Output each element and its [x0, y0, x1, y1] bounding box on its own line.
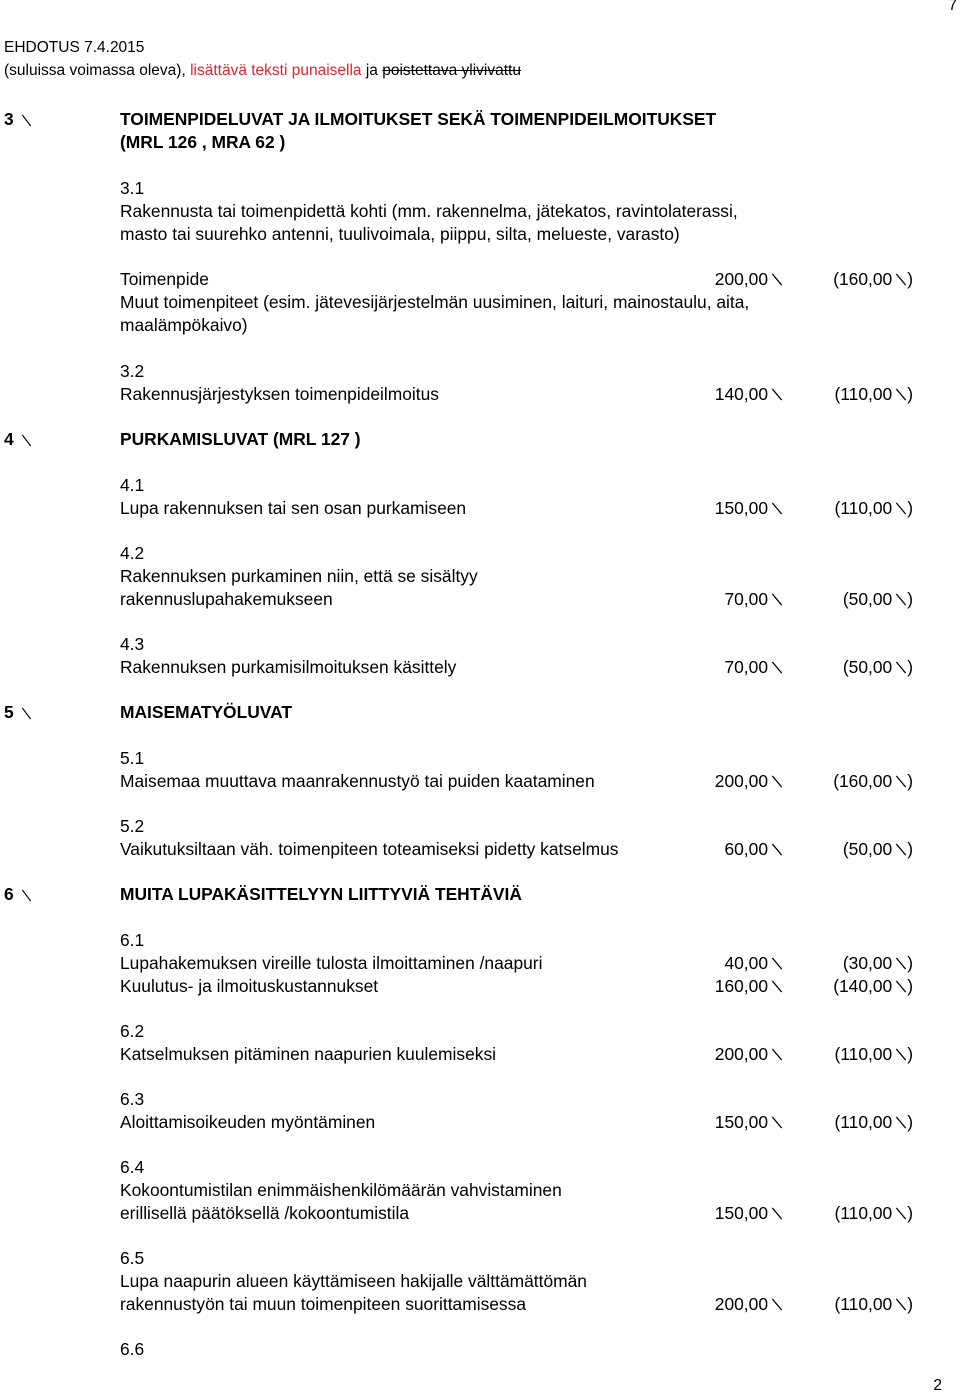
- euro-icon: [895, 1048, 907, 1061]
- fee-label: Kuulutus- ja ilmoituskustannukset: [120, 976, 379, 996]
- fee-current: (110,00 ): [834, 1203, 913, 1223]
- euro-icon: [771, 502, 783, 515]
- fee-amount: 150,00: [715, 497, 783, 519]
- euro-icon: [771, 273, 783, 286]
- fee-row: [120, 588, 913, 610]
- section-number: 3: [4, 109, 14, 129]
- euro-icon: [895, 957, 907, 970]
- section-number: 4: [4, 429, 14, 449]
- euro-icon: [895, 843, 907, 856]
- fee-label: Lupahakemuksen vireille tulosta ilmoittaminen /naapuri: [120, 953, 543, 973]
- fee-label: Aloittamisoikeuden myöntäminen: [120, 1112, 376, 1132]
- fee-current: (50,00 ): [842, 839, 913, 859]
- fee-current: (110,00 ): [834, 498, 913, 518]
- fee-row: [120, 497, 913, 519]
- item-number: 3.1: [120, 178, 145, 198]
- fee-amount: 40,00: [724, 952, 783, 974]
- fee-current: (140,00 ): [833, 976, 913, 996]
- fee-amount: 200,00: [715, 268, 783, 290]
- fee-amount: 150,00: [715, 1111, 783, 1133]
- section-sign-icon: [21, 114, 32, 127]
- item-description: Lupa naapurin alueen käyttämiseen hakijalle välttämättömän: [120, 1271, 587, 1291]
- fee-amount: 70,00: [724, 656, 783, 678]
- euro-icon: [771, 980, 783, 993]
- item-number: 6.2: [120, 1021, 145, 1041]
- euro-icon: [771, 388, 783, 401]
- legend-added: lisättävä teksti punaisella: [190, 62, 362, 79]
- fee-label: Rakennuksen purkamisilmoituksen käsittely: [120, 657, 457, 677]
- section-title: PURKAMISLUVAT (MRL 127 ): [120, 429, 361, 449]
- page-number-bottom: 2: [933, 1377, 942, 1394]
- euro-icon: [895, 1116, 907, 1129]
- fee-row: [120, 1043, 913, 1065]
- euro-icon: [895, 661, 907, 674]
- euro-icon: [771, 957, 783, 970]
- fee-current: (110,00 ): [834, 384, 913, 404]
- draft-label: EHDOTUS 7.4.2015: [4, 39, 145, 56]
- euro-icon: [895, 775, 907, 788]
- euro-icon: [895, 593, 907, 606]
- fee-label: Lupa rakennuksen tai sen osan purkamiseen: [120, 498, 467, 518]
- item-number: 4.1: [120, 475, 145, 495]
- item-number: 6.3: [120, 1089, 145, 1109]
- item-number: 4.2: [120, 543, 145, 563]
- fee-row: [120, 952, 913, 974]
- fee-amount: 60,00: [724, 838, 783, 860]
- euro-icon: [771, 1048, 783, 1061]
- fee-amount: 150,00: [715, 1202, 783, 1224]
- fee-row: [120, 1202, 913, 1224]
- euro-icon: [771, 593, 783, 606]
- fee-row: [120, 656, 913, 678]
- euro-icon: [895, 502, 907, 515]
- euro-icon: [771, 1298, 783, 1311]
- fee-current: (160,00 ): [833, 771, 913, 791]
- section-sign-icon: [21, 889, 32, 902]
- legend-current: (suluissa voimassa oleva),: [4, 62, 191, 79]
- legend-removed: poistettava ylivivattu: [382, 62, 521, 79]
- euro-icon: [895, 273, 907, 286]
- item-number: 6.4: [120, 1157, 145, 1177]
- section-sign-icon: [21, 707, 32, 720]
- section-3-legal-ref: [120, 131, 285, 153]
- fee-current: (110,00 ): [834, 1294, 913, 1314]
- fee-current: (160,00 ): [833, 269, 913, 289]
- section-title: TOIMENPIDELUVAT JA ILMOITUKSET SEKÄ TOIMENPIDEILMOITUKSET: [120, 109, 717, 129]
- fee-row: [120, 838, 913, 860]
- item-description: Kokoontumistilan enimmäishenkilömäärän vahvistaminen: [120, 1180, 562, 1200]
- fee-current: (50,00 ): [842, 589, 913, 609]
- euro-icon: [771, 775, 783, 788]
- item-number: 3.2: [120, 361, 145, 381]
- item-description: masto tai suurehko antenni, tuulivoimala, piippu, silta, melueste, varasto): [120, 224, 680, 244]
- item-number: 5.2: [120, 816, 145, 836]
- fee-amount: 160,00: [715, 975, 783, 997]
- fee-row: [120, 268, 913, 290]
- euro-icon: [771, 1116, 783, 1129]
- item-description: Rakennuksen purkaminen niin, että se sisältyy: [120, 566, 478, 586]
- section-number: 5: [4, 702, 14, 722]
- fee-amount: 200,00: [715, 1043, 783, 1065]
- section-sign-icon: [21, 434, 32, 447]
- legend-line: [4, 61, 521, 81]
- fee-amount: 200,00: [715, 770, 783, 792]
- item-number: 6.1: [120, 930, 145, 950]
- fee-label: Rakennusjärjestyksen toimenpideilmoitus: [120, 384, 439, 404]
- section-title: MUITA LUPAKÄSITTELYYN LIITTYVIÄ TEHTÄVIÄ: [120, 884, 522, 904]
- item-description: Muut toimenpiteet (esim. jätevesijärjestelmän uusiminen, laituri, mainostaulu, aita,: [120, 292, 750, 312]
- fee-amount: 70,00: [724, 588, 783, 610]
- euro-icon: [771, 661, 783, 674]
- item-number: 6.6: [120, 1339, 145, 1359]
- legend-and: ja: [361, 62, 383, 79]
- fee-label: rakennuslupahakemukseen: [120, 589, 333, 609]
- fee-amount: 140,00: [715, 383, 783, 405]
- item-number: 6.5: [120, 1248, 145, 1268]
- section-title-line2: (MRL 126 , MRA 62 ): [120, 132, 286, 152]
- section-6-heading: [4, 883, 522, 905]
- fee-current: (30,00 ): [842, 953, 913, 973]
- euro-icon: [895, 1207, 907, 1220]
- euro-icon: [771, 843, 783, 856]
- fee-amount: 200,00: [715, 1293, 783, 1315]
- fee-current: (110,00 ): [834, 1044, 913, 1064]
- item-description: maalämpökaivo): [120, 315, 248, 335]
- fee-label: erillisellä päätöksellä /kokoontumistila: [120, 1203, 410, 1223]
- fee-current: (50,00 ): [842, 657, 913, 677]
- euro-icon: [895, 388, 907, 401]
- fee-label: Katselmuksen pitäminen naapurien kuulemiseksi: [120, 1044, 497, 1064]
- fee-label: rakennustyön tai muun toimenpiteen suorittamisessa: [120, 1294, 526, 1314]
- section-3-heading: [4, 108, 717, 130]
- euro-icon: [895, 980, 907, 993]
- section-4-heading: [4, 428, 361, 450]
- fee-row: [120, 383, 913, 405]
- euro-icon: [895, 1298, 907, 1311]
- section-5-heading: [4, 701, 292, 723]
- fee-row: [120, 1293, 913, 1315]
- fee-label: Toimenpide: [120, 269, 209, 289]
- fee-label: Maisemaa muuttava maanrakennustyö tai puiden kaataminen: [120, 771, 595, 791]
- item-description: Rakennusta tai toimenpidettä kohti (mm. rakennelma, jätekatos, ravintolaterassi,: [120, 201, 738, 221]
- page-number-top: 7: [948, 0, 957, 14]
- fee-label: Vaikutuksiltaan väh. toimenpiteen toteamiseksi pidetty katselmus: [120, 839, 619, 859]
- section-number: 6: [4, 884, 14, 904]
- item-number: 4.3: [120, 634, 145, 654]
- fee-row: [120, 975, 913, 997]
- fee-row: [120, 1111, 913, 1133]
- item-number: 5.1: [120, 748, 145, 768]
- section-title: MAISEMATYÖLUVAT: [120, 702, 292, 722]
- euro-icon: [771, 1207, 783, 1220]
- fee-row: [120, 770, 913, 792]
- fee-current: (110,00 ): [834, 1112, 913, 1132]
